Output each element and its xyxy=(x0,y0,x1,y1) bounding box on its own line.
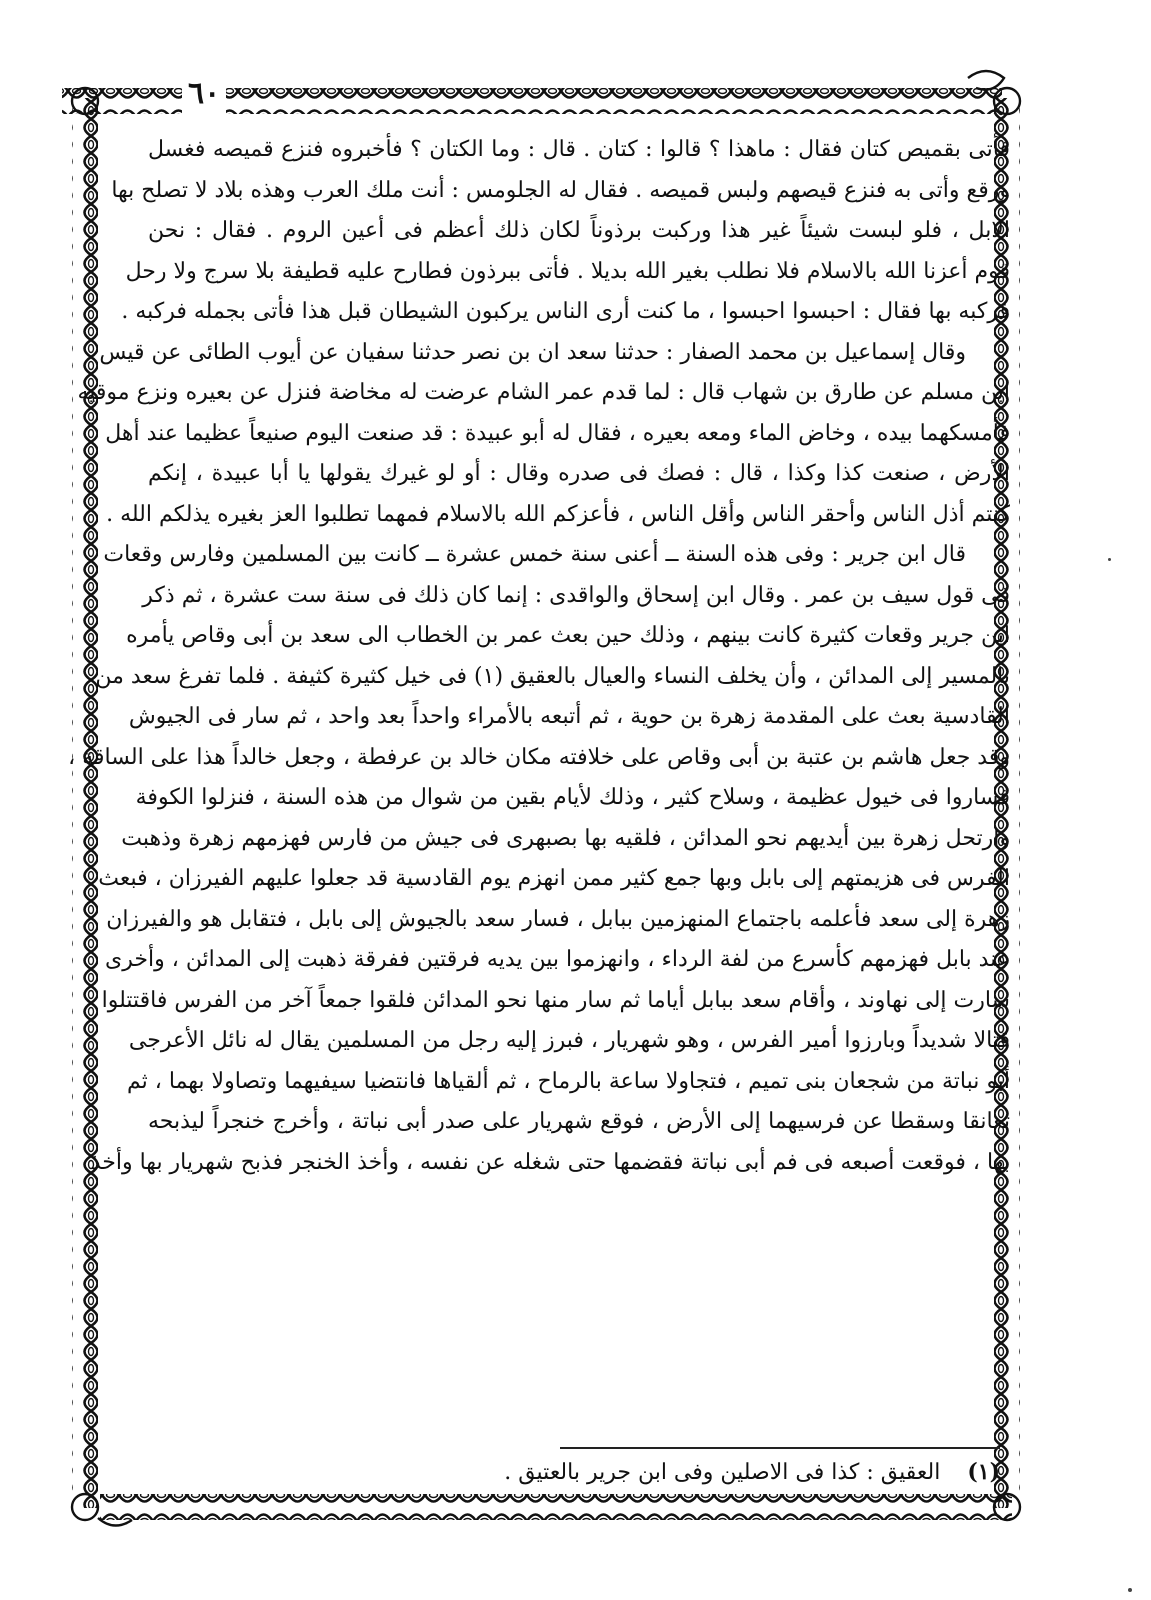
text-line: ورقع وأتى به فنزع قيصهم ولبس قميصه . فقال له الجلومس : أنت ملك العرب وهذه بلاد لا تصلح بها xyxy=(111,177,1010,203)
scan-speck xyxy=(1128,1588,1132,1592)
text-line: وارتحل زهرة بين أيديهم نحو المدائن ، فلقيه بها بصبهرى فى جيش من فارس فهزمهم زهرة وذهبت xyxy=(121,825,1010,851)
text-line: فأمسكهما بيده ، وخاض الماء ومعه بعيره ، فقال له أبو عبيدة : قد صنعت اليوم صنيعاً عظيما عند أهل xyxy=(105,420,1010,446)
text-line: بها ، فوقعت أصبعه فى فم أبى نباتة فقضمها حتى شغله عن نفسه ، وأخذ الخنجر فذبح شهريار بها وأخذ xyxy=(90,1149,1010,1175)
text-line: عند بابل فهزمهم كأسرع من لفة الرداء ، وانهزموا بين يديه فرقتين ففرقة ذهبت إلى المدائن ، وأخرى xyxy=(105,947,1010,972)
scan-speck xyxy=(1108,558,1111,561)
footnote-number: (١) xyxy=(967,1459,1000,1485)
text-line: الفرس فى هزيمتهم إلى بابل وبها جمع كثير ممن انهزم يوم القادسية قد جعلوا عليهم الفيرزان ، فبعث xyxy=(98,866,1010,891)
text-line: الأرض ، صنعت كذا وكذا ، قال : فصك فى صدره وقال : أو لو غيرك يقولها يا أبا عبيدة ، إنكم xyxy=(148,461,1011,486)
text-line: ابن جرير وقعات كثيرة كانت بينهم ، وذلك حين بعث عمر بن الخطاب الى سعد بن أبى وقاص يأمره xyxy=(126,623,1010,648)
text-line: قال ابن جرير : وفى هذه السنة ــ أعنى سنة خمس عشرة ــ كانت بين المسلمين وفارس وقعات xyxy=(103,542,966,567)
text-line: فأتى بقميص كتان فقال : ماهذا ؟ قالوا : كتان . قال : وما الكتان ؟ فأخبروه فنزع قميصه فغسل xyxy=(148,137,1010,162)
text-line: فى قول سيف بن عمر . وقال ابن إسحاق والواقدى : إنما كان ذلك فى سنة ست عشرة ، ثم ذكر xyxy=(142,582,1010,608)
text-line: الابل ، فلو لبست شيئاً غير هذا وركبت برذوناً لكان ذلك أعظم فى أعين الروم . فقال : نحن xyxy=(148,218,1010,243)
text-line: بالمسير إلى المدائن ، وأن يخلف النساء والعيال بالعقيق (١) فى خيل كثيرة كثيفة . فلما تفرغ سعد من xyxy=(95,663,1010,689)
text-line: كنتم أذل الناس وأحقر الناس وأقل الناس ، فأعزكم الله بالاسلام فمهما تطلبوا العز بغيره يذلكم الله . xyxy=(106,501,1010,527)
text-line: قتالا شديداً وبارزوا أمير الفرس ، وهو شهريار ، فبرز إليه رجل من المسلمين يقال له نائل الأعرجى xyxy=(128,1028,1010,1053)
footnote-divider xyxy=(560,1447,1000,1449)
text-line: فركبه بها فقال : احبسوا احبسوا ، ما كنت أرى الناس يركبون الشيطان قبل هذا فأتى بجمله فركبه . xyxy=(121,299,1010,324)
page-number: ٦٠ xyxy=(182,74,226,114)
text-line: فساروا فى خيول عظيمة ، وسلاح كثير ، وذلك لأيام بقين من شوال من هذه السنة ، فنزلوا الكوفة xyxy=(135,785,1010,810)
text-line: سارت إلى نهاوند ، وأقام سعد ببابل أياما ثم سار منها نحو المدائن فلقوا جمعاً آخر من الفرس فاقتتلوا xyxy=(101,987,1010,1013)
text-line: وقال إسماعيل بن محمد الصفار : حدثنا سعد ان بن نصر حدثنا سفيان عن أيوب الطائى عن قيس xyxy=(99,339,966,365)
text-line: زهرة إلى سعد فأعلمه باجتماع المنهزمين ببابل ، فسار سعد بالجيوش إلى بابل ، فتقابل هو والفيرزان xyxy=(106,906,1010,932)
text-line: ابن مسلم عن طارق بن شهاب قال : لما قدم عمر الشام عرضت له مخاضة فنزل عن بعيره ونزع موقيه xyxy=(77,380,1010,405)
text-line: قوم أعزنا الله بالاسلام فلا نطلب بغير الله بديلا . فأتى ببرذون فطارح عليه قطيفة بلا سرج ولا رحل xyxy=(125,258,1010,284)
text-line: القادسية بعث على المقدمة زهرة بن حوية ، ثم أتبعه بالأمراء واحداً بعد واحد ، ثم سار فى الجيوش xyxy=(128,704,1010,729)
text-line: تعانقا وسقطا عن فرسيهما إلى الأرض ، فوقع شهريار على صدر أبى نباتة ، وأخرج خنجراً ليذبحه xyxy=(148,1109,1010,1134)
body-text xyxy=(68,130,1011,1183)
footnote-text: العقيق : كذا فى الاصلين وفى ابن جرير بالعتيق . xyxy=(504,1460,941,1485)
footnote xyxy=(148,1452,1000,1493)
text-line: أبو نباتة من شجعان بنى تميم ، فتجاولا ساعة بالرماح ، ثم ألقياها فانتضيا سيفيهما وتصاولا بهما ، ثم xyxy=(127,1068,1010,1094)
text-line: وقد جعل هاشم بن عتبة بن أبى وقاص على خلافته مكان خالد بن عرفطة ، وجعل خالداً هذا على الساقة ، xyxy=(68,744,1010,770)
